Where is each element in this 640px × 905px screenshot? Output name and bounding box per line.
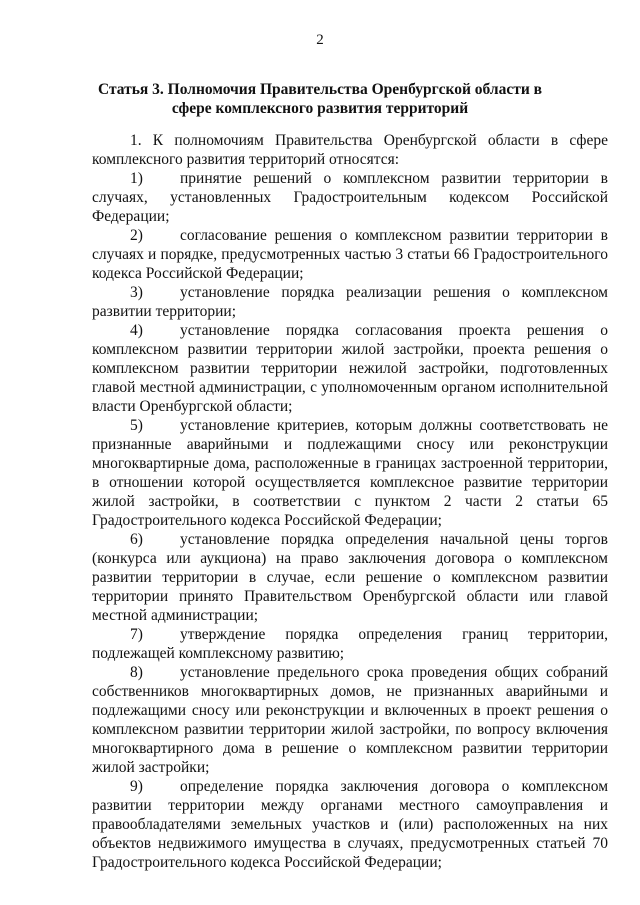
- page-number: 2: [316, 32, 324, 48]
- list-item: [92, 169, 608, 226]
- list-item: [92, 283, 608, 321]
- article-intro: 1. К полномочиям Правительства Оренбургской области в сфере комплексного развития территорий относятся:: [92, 132, 608, 168]
- list-item-number: 8): [130, 664, 143, 681]
- list-item-number: 2): [130, 227, 143, 244]
- article-title-line-2: сфере комплексного развития территорий: [171, 100, 469, 117]
- list-item: [92, 226, 608, 283]
- list-item-text: установление предельного срока проведения общих собраний собственников многоквартирных домов, не признанных аварийными и подлежащими сносу или реконструкции и включенных в проект решения о комплексном развитии территории жилой застройки, по вопросу включения многоквартирного дома в решение о комплексном развитии территории жилой застройки;: [92, 664, 608, 776]
- list-item: [92, 321, 608, 416]
- list-item-text: установление порядка реализации решения о комплексном развитии территории;: [92, 284, 608, 320]
- list-item-text: принятие решений о комплексном развитии территории в случаях, установленных Градостроительным кодексом Российской Федерации;: [92, 170, 608, 225]
- list-item-number: 5): [130, 417, 143, 434]
- list-item-number: 9): [130, 778, 143, 795]
- list-item-text: утверждение порядка определения границ территории, подлежащей комплексному развитию;: [92, 626, 608, 662]
- list-item: [92, 416, 608, 530]
- list-item-text: установление порядка согласования проекта решения о комплексном развитии территории жилой застройки, проекта решения о комплексном развитии территории нежилой застройки, подготовленных главой местной администрации, с уполномоченным органом исполнительной власти Оренбургской области;: [92, 322, 608, 415]
- list-item: [92, 625, 608, 663]
- list-item-number: 6): [130, 531, 143, 548]
- list-item-number: 7): [130, 626, 143, 643]
- list-item: [92, 777, 608, 872]
- article-title-line-1: Статья 3. Полномочия Правительства Оренбургской области в: [97, 81, 543, 98]
- list-item: [92, 530, 608, 625]
- list-item-number: 4): [130, 322, 143, 339]
- list-item-text: согласование решения о комплексном развитии территории в случаях и порядке, предусмотренных частью 3 статьи 66 Градостроительного кодекса Российской Федерации;: [92, 227, 608, 282]
- list-item-text: установление критериев, которым должны соответствовать не признанные аварийными и подлежащими сносу или реконструкции многоквартирные дома, расположенные в границах застроенной территории, в отношении которой осуществляется комплексное развитие территории жилой застройки, в соответствии с пунктом 2 части 2 статьи 65 Градостроительного кодекса Российской Федерации;: [92, 417, 608, 529]
- article-body: [92, 131, 608, 872]
- list-item-number: 1): [130, 170, 143, 187]
- list-item-text: определение порядка заключения договора о комплексном развитии территории между органами местного самоуправления и правообладателями земельных участков и (или) расположенных на них объектов недвижимого имущества в случаях, предусмотренных статьей 70 Градостроительного кодекса Российской Федерации;: [92, 778, 608, 871]
- list-item-text: установление порядка определения начальной цены торгов (конкурса или аукциона) на право заключения договора о комплексном развитии территории в случае, если решение о комплексном развитии территории принято Правительством Оренбургской области или главой местной администрации;: [92, 531, 608, 624]
- list-item: [92, 663, 608, 777]
- list-item-number: 3): [130, 284, 143, 301]
- article-title: [60, 80, 580, 118]
